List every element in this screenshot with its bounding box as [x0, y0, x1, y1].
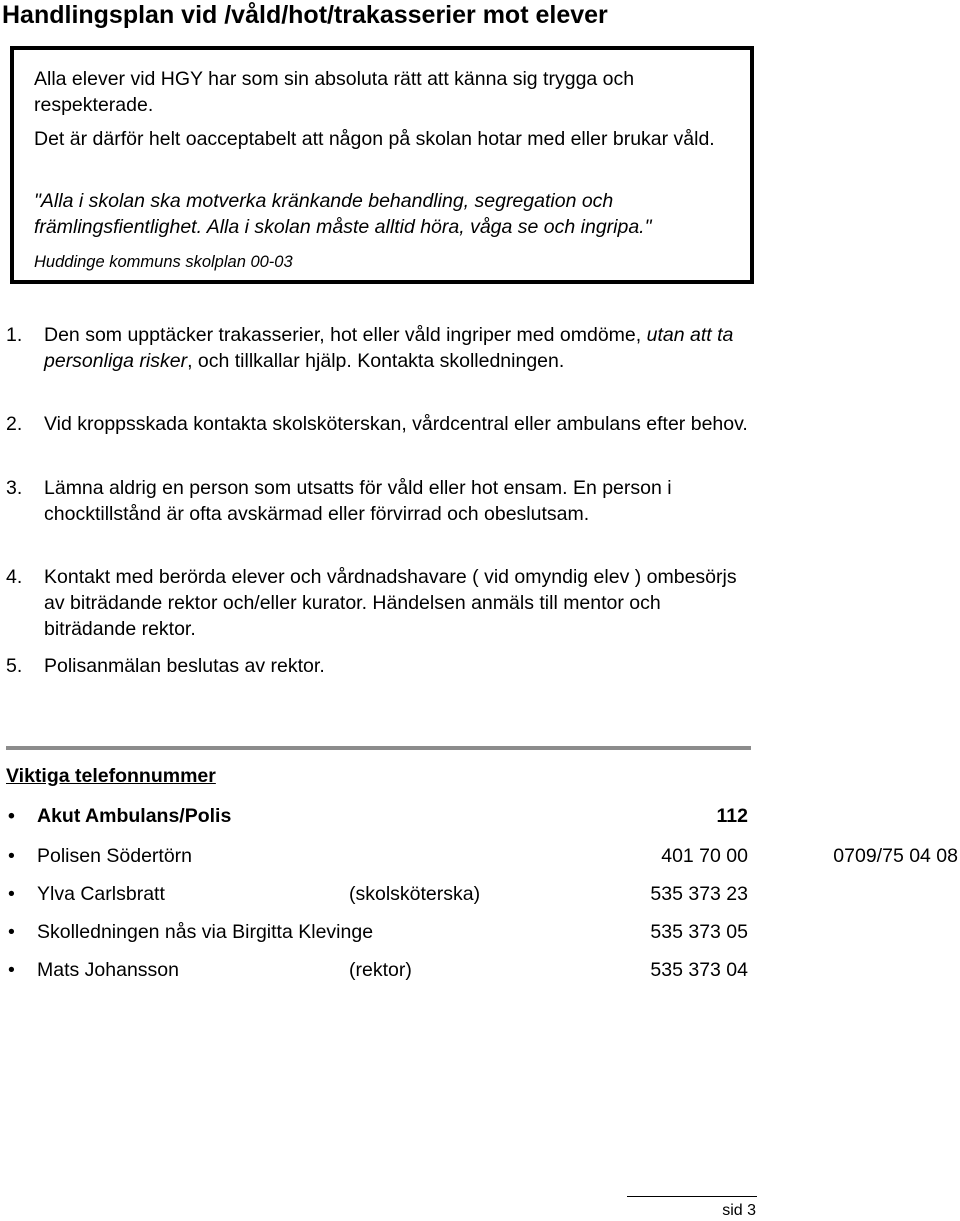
step-item	[6, 653, 756, 679]
step-number: 1.	[6, 324, 23, 346]
step-text: Vid kroppsskada kontakta skolsköterskan, vårdcentral eller ambulans efter behov.	[44, 413, 748, 435]
page-title: Handlingsplan vid /våld/hot/trakasserier mot elever	[2, 1, 608, 29]
step-number: 4.	[6, 566, 23, 588]
phone-contact-role: (rektor)	[349, 959, 412, 981]
phone-number: 535 373 04	[650, 959, 748, 981]
quote-paragraph: Det är därför helt oacceptabelt att någon på skolan hotar med eller brukar våld.	[34, 128, 715, 150]
step-item	[6, 322, 756, 374]
step-item	[6, 411, 756, 437]
step-number: 5.	[6, 655, 23, 677]
phone-row	[0, 919, 960, 945]
phone-row	[0, 957, 960, 983]
phone-number: 535 373 05	[650, 921, 748, 943]
bullet-icon: •	[8, 921, 15, 943]
phone-contact-name: Mats Johansson	[37, 959, 179, 981]
step-item	[6, 475, 756, 527]
quote-paragraph: Alla elever vid HGY har som sin absoluta rätt att känna sig trygga och respekterade.	[34, 68, 635, 116]
phone-contact-name: Polisen Södertörn	[37, 845, 193, 867]
phone-number: 401 70 00	[661, 845, 748, 867]
bullet-icon: •	[8, 959, 15, 981]
step-text: Polisanmälan beslutas av rektor.	[44, 655, 325, 677]
quote-citation-text: "Alla i skolan ska motverka kränkande behandling, segregation och främlingsfientlighet. Alla i skolan måste alltid höra, våga se och ingripa."	[34, 190, 652, 238]
phone-number: 535 373 23	[650, 883, 748, 905]
bullet-icon: •	[8, 805, 15, 827]
quote-source: Huddinge kommuns skolplan 00-03	[34, 253, 293, 271]
step-text: Kontakt med berörda elever och vårdnadshavare ( vid omyndig elev ) ombesörjs av biträdande rektor och/eller kurator. Händelsen anmäls till mentor och biträdande rektor.	[44, 566, 737, 640]
phone-number: 112	[716, 805, 748, 827]
phone-number-alt: 0709/75 04 08	[833, 845, 958, 867]
phone-row	[0, 803, 960, 829]
step-text: Lämna aldrig en person som utsatts för våld eller hot ensam. En person i chocktillstånd är ofta avskärmad eller förvirrad och obeslutsam.	[44, 477, 672, 525]
phone-contact-name: Skolledningen nås via Birgitta Klevinge	[37, 921, 374, 943]
phone-contact-name: Ylva Carlsbratt	[37, 883, 165, 905]
step-number: 3.	[6, 477, 23, 499]
page-number: sid 3	[722, 1202, 756, 1219]
phone-row	[0, 881, 960, 907]
quote-box	[10, 46, 754, 284]
step-text-emphasis: utan att ta personliga risker	[44, 324, 734, 372]
step-text: Den som upptäcker trakasserier, hot eller våld ingriper med omdöme, utan att ta personliga risker, och tillkallar hjälp. Kontakta skolledningen.	[44, 324, 734, 372]
step-item	[6, 564, 756, 642]
step-number: 2.	[6, 413, 23, 435]
section-divider	[6, 746, 751, 750]
phones-heading: Viktiga telefonnummer	[6, 765, 216, 787]
bullet-icon: •	[8, 883, 15, 905]
phone-contact-name: Akut Ambulans/Polis	[37, 805, 232, 827]
phone-row	[0, 843, 960, 869]
footer-divider	[627, 1196, 757, 1197]
bullet-icon: •	[8, 845, 15, 867]
phone-contact-role: (skolsköterska)	[349, 883, 481, 905]
